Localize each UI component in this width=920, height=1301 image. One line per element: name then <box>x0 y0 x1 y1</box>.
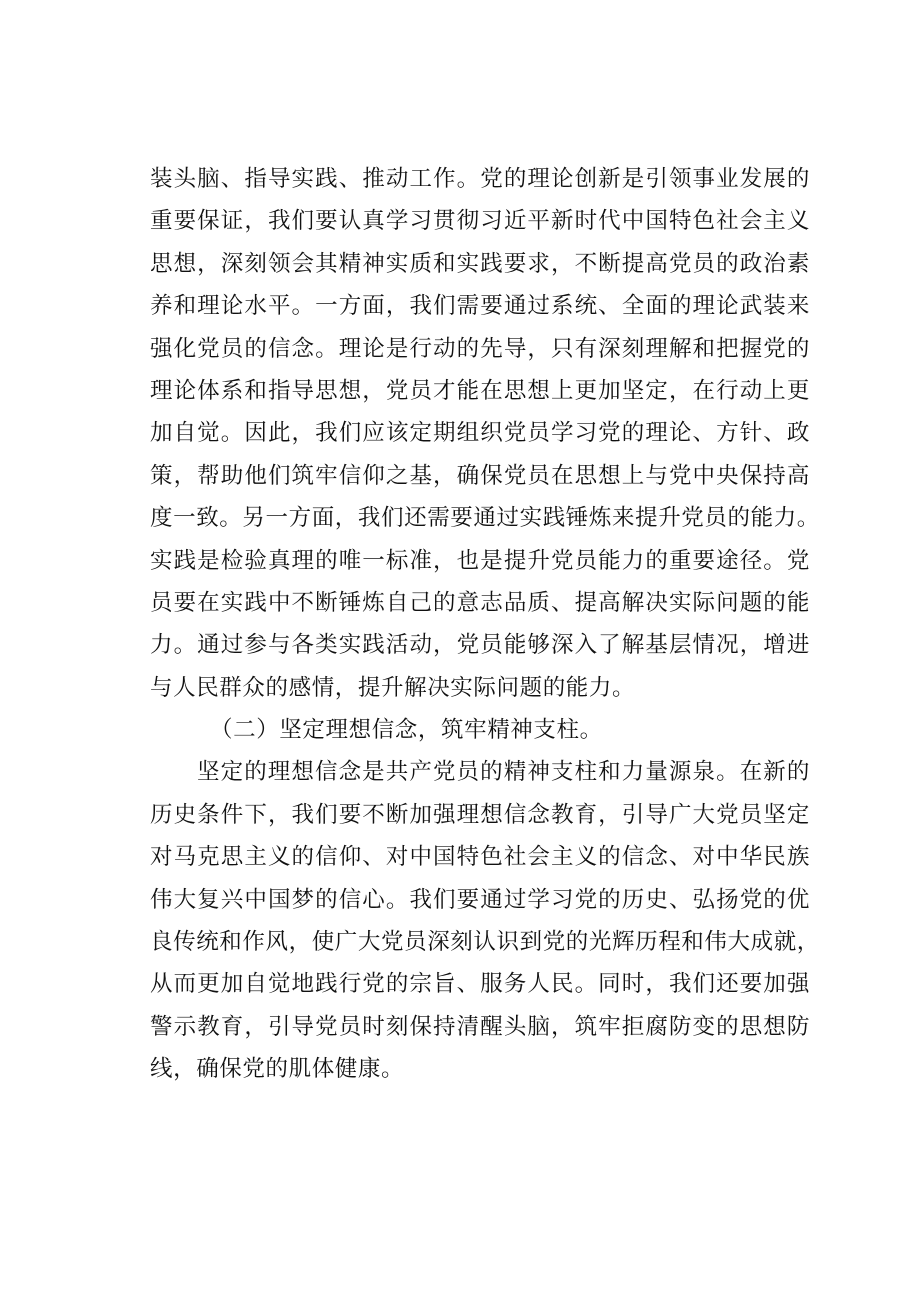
text-line: 伟大复兴中国梦的信心。我们要通过学习党的历史、弘扬党的优 <box>150 886 810 913</box>
paragraph-2 <box>150 751 820 1090</box>
section-heading <box>150 709 810 751</box>
text-line: 养和理论水平。一方面，我们需要通过系统、全面的理论武装来 <box>150 293 810 320</box>
text-line: 装头脑、指导实践、推动工作。党的理论创新是引领事业发展的 <box>150 166 810 192</box>
text-line: 思想，深刻领会其精神实质和实践要求，不断提高党员的政治素 <box>150 250 810 277</box>
document-body <box>150 158 820 1091</box>
text-line: 力。通过参与各类实践活动，党员能够深入了解基层情况，增进 <box>150 632 810 659</box>
text-line: 强化党员的信念。理论是行动的先导，只有深刻理解和把握党的 <box>150 335 810 362</box>
text-line: 度一致。另一方面，我们还需要通过实践锤炼来提升党员的能力。 <box>150 505 820 532</box>
text-line: 与人民群众的感情，提升解决实际问题的能力。 <box>150 674 636 701</box>
text-line: 对马克思主义的信仰、对中国特色社会主义的信念、对中华民族 <box>150 844 810 871</box>
text-line: 从而更加自觉地践行党的宗旨、服务人民。同时，我们还要加强 <box>150 971 810 998</box>
text-line: 实践是检验真理的唯一标准，也是提升党员能力的重要途径。党 <box>150 547 810 574</box>
text-line: 策，帮助他们筑牢信仰之基，确保党员在思想上与党中央保持高 <box>150 462 810 489</box>
section-heading-text: （二）坚定理想信念，筑牢精神支柱。 <box>210 717 603 744</box>
text-line: 坚定的理想信念是共产党员的精神支柱和力量源泉。在新的 <box>197 759 810 786</box>
text-line: 良传统和作风，使广大党员深刻认识到党的光辉历程和伟大成就， <box>150 929 820 956</box>
text-line: 加自觉。因此，我们应该定期组织党员学习党的理论、方针、政 <box>150 420 810 447</box>
text-line: 重要保证，我们要认真学习贯彻习近平新时代中国特色社会主义 <box>150 208 810 235</box>
text-line: 员要在实践中不断锤炼自己的意志品质、提高解决实际问题的能 <box>150 589 810 616</box>
paragraph-1 <box>150 158 820 709</box>
text-line: 历史条件下，我们要不断加强理想信念教育，引导广大党员坚定 <box>150 801 810 828</box>
text-line: 警示教育，引导党员时刻保持清醒头脑，筑牢拒腐防变的思想防 <box>150 1013 810 1040</box>
text-line: 线，确保党的肌体健康。 <box>150 1056 405 1083</box>
text-line: 理论体系和指导思想，党员才能在思想上更加坚定，在行动上更 <box>150 377 810 404</box>
